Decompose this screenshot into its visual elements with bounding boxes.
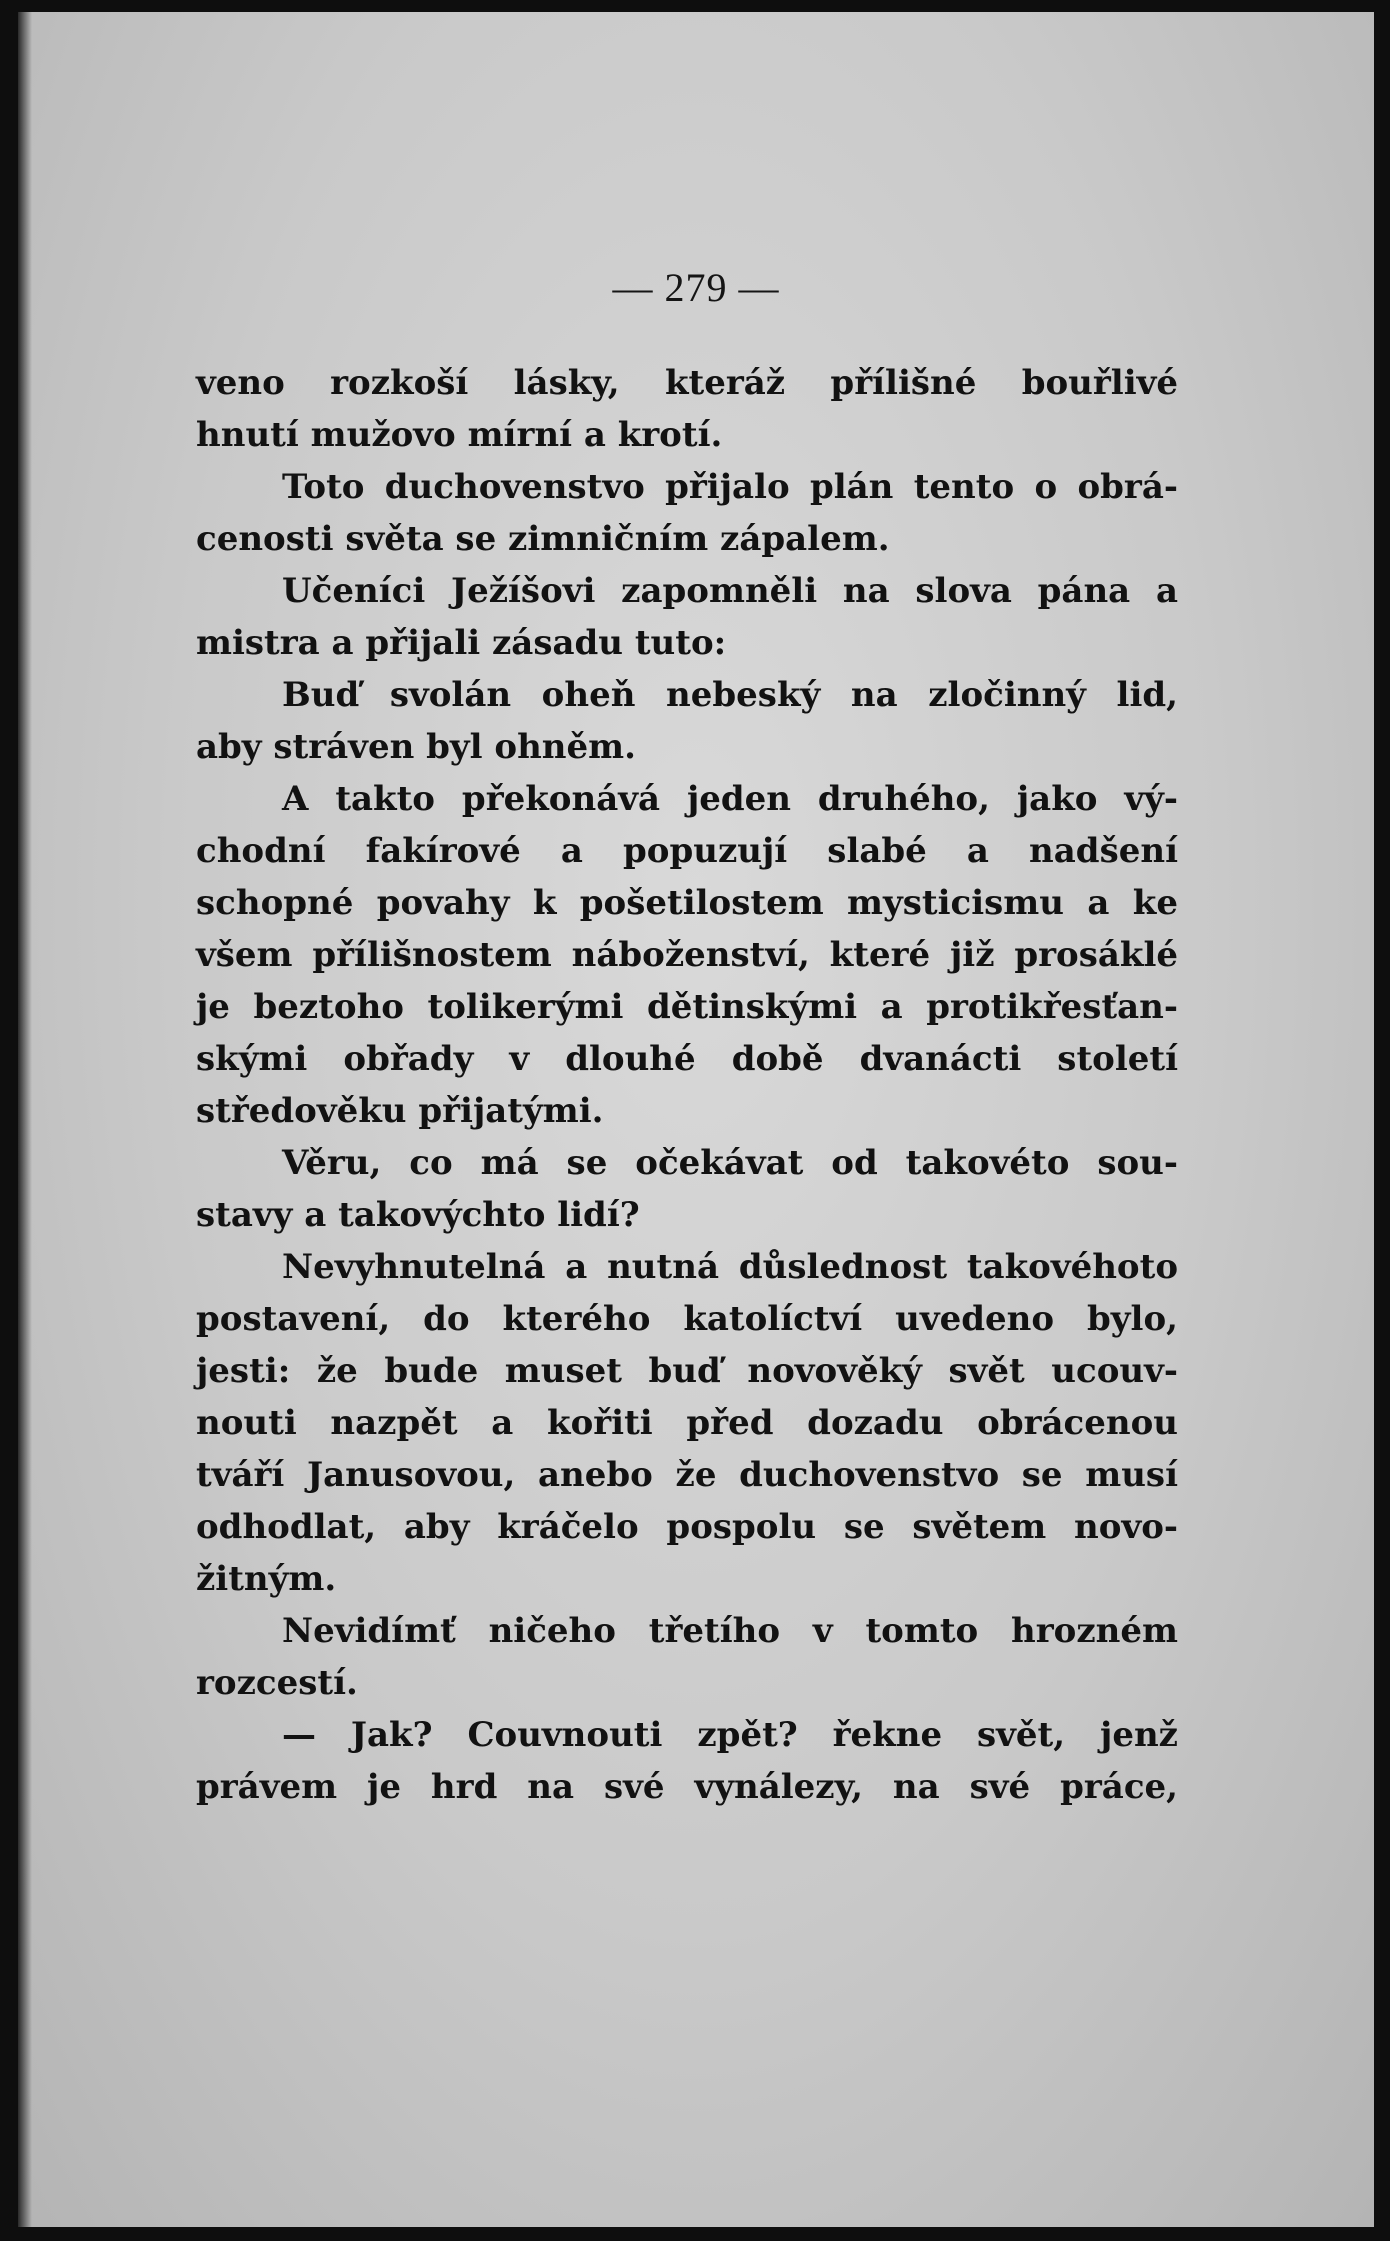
text-line: skými obřady v dlouhé době dvanácti století <box>196 1039 1178 1079</box>
binding-shadow <box>18 12 32 2227</box>
text-line: Nevidímť ničeho třetího v tomto hrozném <box>282 1611 1178 1651</box>
text-line: Nevyhnutelná a nutná důslednost takovéhoto <box>282 1247 1178 1287</box>
text-line: Učeníci Ježíšovi zapomněli na slova pána a <box>282 571 1178 611</box>
text-line: Toto duchovenstvo přijalo plán tento o obrá- <box>282 467 1178 507</box>
text-line: hnutí mužovo mírní a krotí. <box>196 415 723 455</box>
text-line: právem je hrd na své vynálezy, na své práce, <box>196 1767 1178 1807</box>
text-line: tváří Janusovou, anebo že duchovenstvo se musí <box>196 1455 1178 1495</box>
text-line: chodní fakírové a popuzují slabé a nadšení <box>196 831 1178 871</box>
text-line: postavení, do kterého katolíctví uvedeno bylo, <box>196 1299 1178 1339</box>
text-line: schopné povahy k pošetilostem mysticismu a ke <box>196 883 1178 923</box>
text-line: Buď svolán oheň nebeský na zločinný lid, <box>282 675 1178 715</box>
text-line: mistra a přijali zásadu tuto: <box>196 623 727 663</box>
text-line: je beztoho tolikerými dětinskými a protikřesťan- <box>196 987 1178 1027</box>
text-line: odhodlat, aby kráčelo pospolu se světem novo- <box>196 1507 1178 1547</box>
text-line: aby stráven byl ohněm. <box>196 727 636 767</box>
text-line: jesti: že bude muset buď novověký svět ucouv- <box>196 1351 1178 1391</box>
text-line: nouti nazpět a kořiti před dozadu obrácenou <box>196 1403 1178 1443</box>
text-line: rozcestí. <box>196 1663 358 1703</box>
text-line: cenosti světa se zimničním zápalem. <box>196 519 890 559</box>
text-line: veno rozkoší lásky, kteráž přílišné bouřlivé <box>196 363 1178 403</box>
paper-sheet <box>18 12 1374 2227</box>
text-line: všem přílišnostem náboženství, které již prosáklé <box>196 935 1178 975</box>
body-text <box>196 357 1178 1813</box>
text-line: stavy a takovýchto lidí? <box>196 1195 640 1235</box>
text-line: Věru, co má se očekávat od takovéto sou- <box>282 1143 1178 1183</box>
text-line: středověku přijatými. <box>196 1091 604 1131</box>
text-line: — Jak? Couvnouti zpět? řekne svět, jenž <box>282 1715 1178 1755</box>
text-line: A takto překonává jeden druhého, jako vý- <box>282 779 1178 819</box>
text-line: žitným. <box>196 1559 337 1599</box>
page-number: — 279 — <box>612 265 780 310</box>
